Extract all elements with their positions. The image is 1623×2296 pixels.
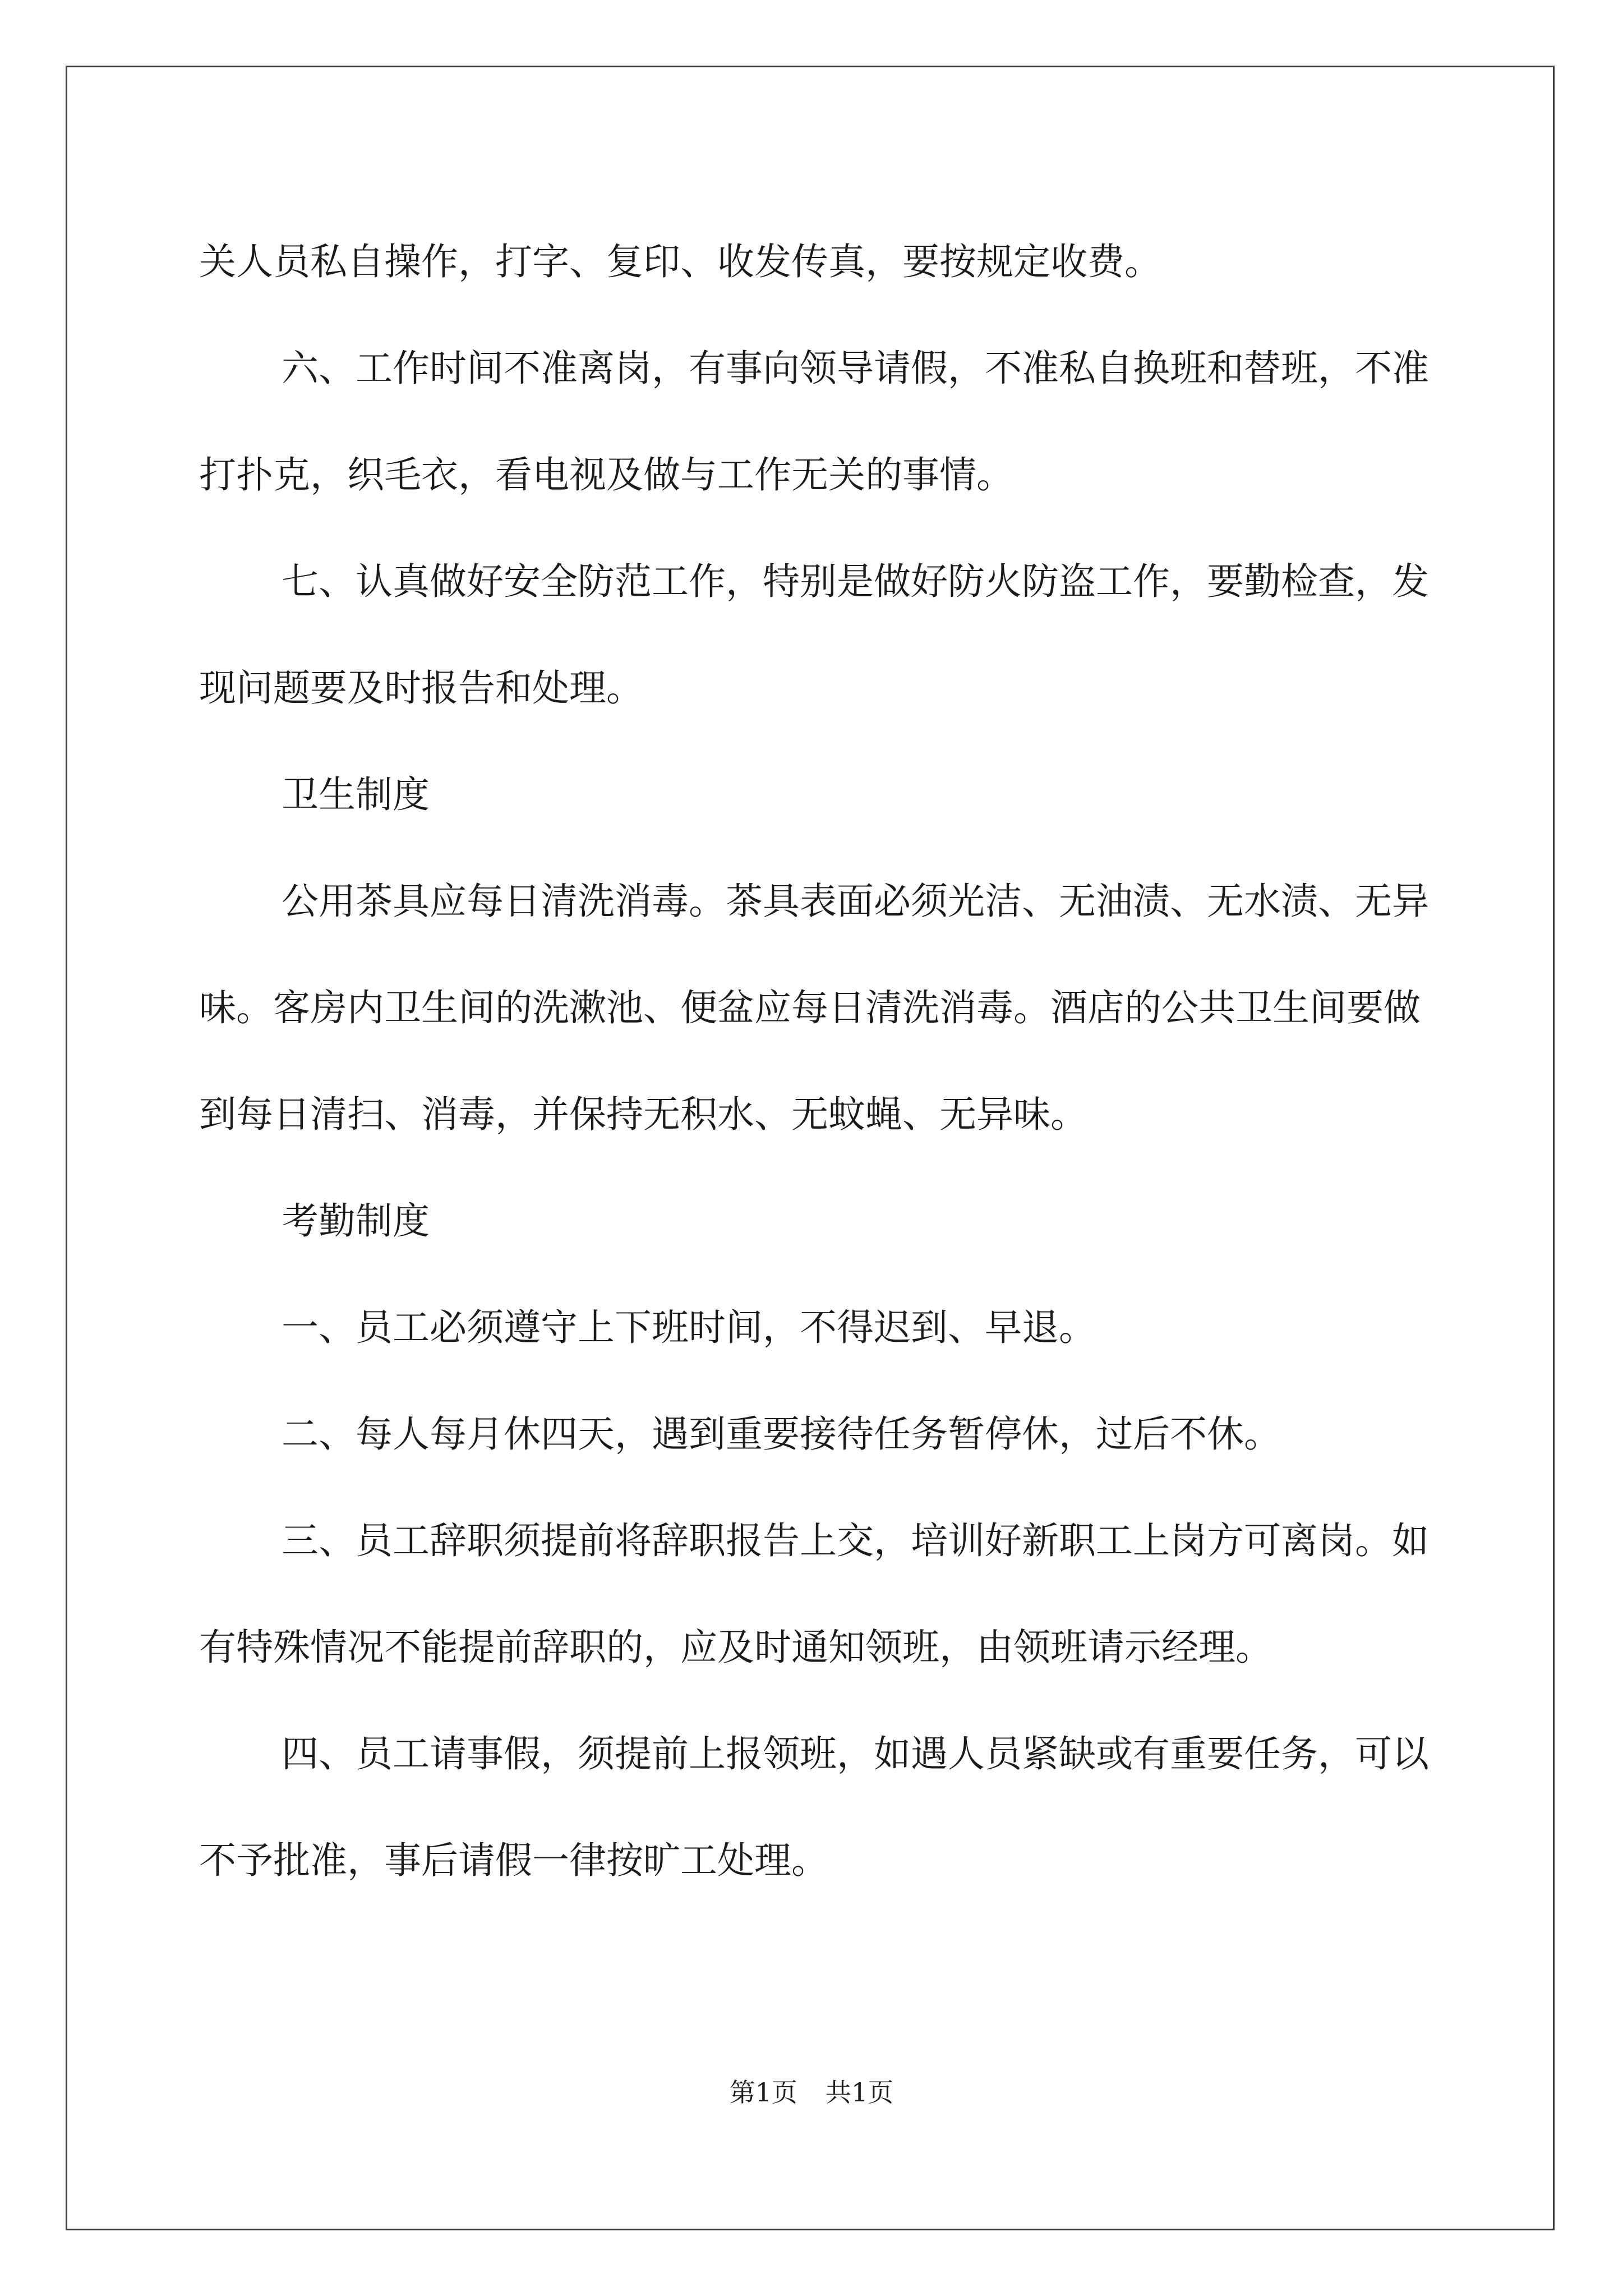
page-footer bbox=[0, 2076, 1623, 2109]
paragraph-9: 三、员工辞职须提前将辞职报告上交，培训好新职工上岗方可离岗。如有特殊情况不能提前辞职的，应及时通知领班，由领班请示经理。 bbox=[199, 1519, 1429, 1669]
document-body bbox=[199, 209, 1438, 1914]
page-number: 第1页 bbox=[729, 2077, 797, 2108]
section-heading-attendance: 考勤制度 bbox=[282, 1199, 430, 1243]
section-heading-hygiene: 卫生制度 bbox=[282, 773, 430, 816]
paragraph-10: 四、员工请事假，须提前上报领班，如遇人员紧缺或有重要任务，可以不予批准，事后请假一律按旷工处理。 bbox=[199, 1732, 1429, 1882]
paragraph-2: 六、工作时间不准离岗，有事向领导请假，不准私自换班和替班，不准打扑克，织毛衣，看电视及做与工作无关的事情。 bbox=[199, 347, 1429, 496]
paragraph-8: 二、每人每月休四天，遇到重要接待任务暂停休，过后不休。 bbox=[282, 1412, 1281, 1456]
paragraph-5: 公用茶具应每日清洗消毒。茶具表面必须光洁、无油渍、无水渍、无异味。客房内卫生间的洗漱池、便盆应每日清洗消毒。酒店的公共卫生间要做到每日清扫、消毒，并保持无积水、无蚊蝇、无异味。 bbox=[199, 880, 1429, 1136]
page-total: 共1页 bbox=[826, 2077, 894, 2108]
paragraph-1: 关人员私自操作，打字、复印、收发传真，要按规定收费。 bbox=[199, 240, 1161, 283]
paragraph-7: 一、员工必须遵守上下班时间，不得迟到、早退。 bbox=[282, 1306, 1096, 1349]
paragraph-3: 七、认真做好安全防范工作，特别是做好防火防盗工作，要勤检查，发现问题要及时报告和处理。 bbox=[199, 560, 1429, 710]
